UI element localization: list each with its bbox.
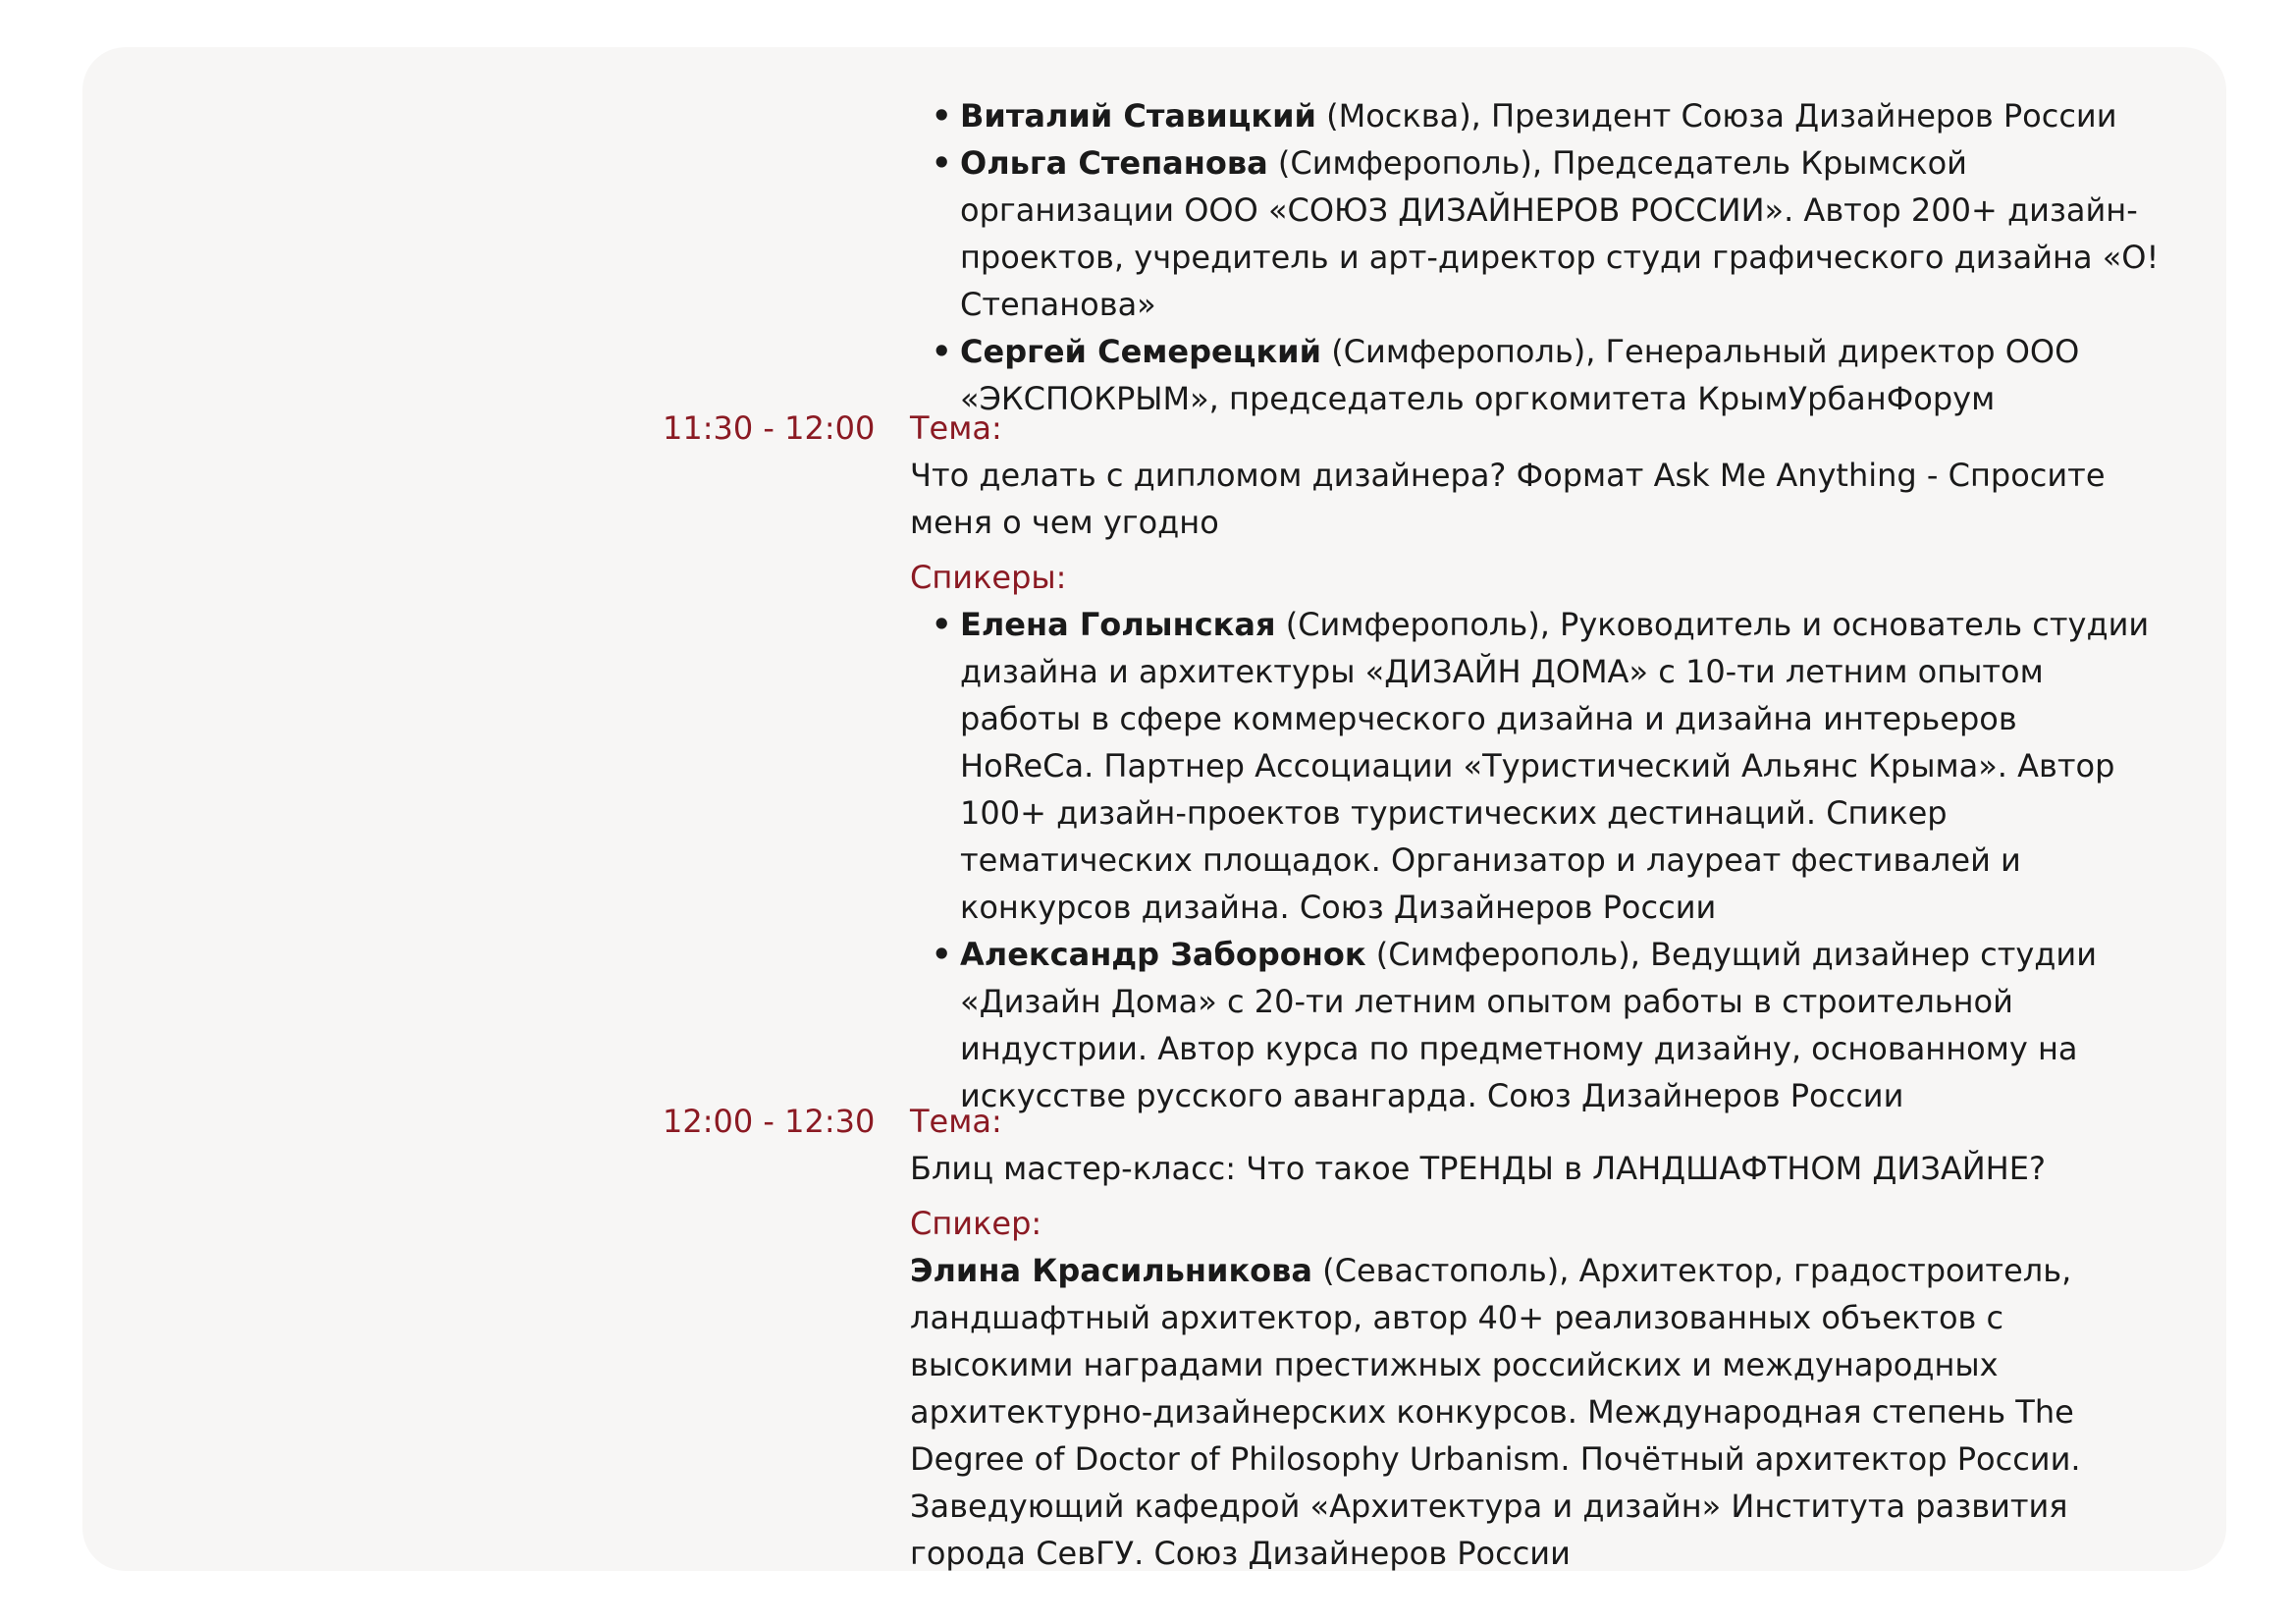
session-1: [910, 405, 2157, 1119]
list-item: [910, 92, 2186, 139]
bullet-icon: •: [932, 333, 952, 370]
speaker-name: Александр Заборонок: [960, 936, 1366, 973]
topic-label: Тема:: [910, 1103, 1002, 1140]
bullet-icon: •: [932, 97, 952, 135]
intro-speakers-block: [910, 92, 2186, 422]
speaker-label: Спикер:: [910, 1205, 1042, 1242]
topic-text: Что делать с дипломом дизайнера? Формат Ask Me Anything - Спросите меня о чем угодно: [910, 457, 2106, 541]
speaker-name: Ольга Степанова: [960, 144, 1268, 182]
topic-text: Блиц мастер-класс: Что такое ТРЕНДЫ в ЛАНДШАФТНОМ ДИЗАЙНЕ?: [910, 1150, 2046, 1187]
speaker-desc: (Симферополь), Генеральный директор ООО «ЭКСПОКРЫМ», председатель оргкомитета КрымУрбанФорум: [960, 333, 2080, 417]
speaker-name: Элина Красильникова: [910, 1252, 1312, 1289]
topic-label: Тема:: [910, 409, 1002, 447]
speaker-desc: (Симферополь), Председатель Крымской организации ООО «СОЮЗ ДИЗАЙНЕРОВ РОССИИ». Автор 200+ дизайн-проектов, учредитель и арт-директор студи графического дизайна «О!Степанова»: [960, 144, 2160, 323]
bullet-icon: •: [932, 144, 952, 182]
list-item: [910, 139, 2186, 328]
speaker-name: Елена Голынская: [960, 606, 1276, 643]
speaker-desc: (Севастополь), Архитектор, градостроитель, ландшафтный архитектор, автор 40+ реализованных объектов с высокими наградами престижных российских и международных архитектурно-дизайнерских конкурсов. Международная степень The Degree of Doctor of Philosophy Urbanism. Почётный архитектор России. Заведующий кафедрой «Архитектура и дизайн» Института развития города СевГУ. Союз Дизайнеров России: [910, 1252, 2081, 1572]
speaker-desc: (Симферополь), Руководитель и основатель студии дизайна и архитектуры «ДИЗАЙН ДОМА» с 10-ти летним опытом работы в сфере коммерческого дизайна и дизайна интерьеров HoReCa. Партнер Ассоциации «Туристический Альянс Крыма». Автор 100+ дизайн-проектов туристических дестинаций. Спикер тематических площадок. Организатор и лауреат фестивалей и конкурсов дизайна. Союз Дизайнеров России: [960, 606, 2150, 926]
speaker-entry: [910, 1247, 2157, 1577]
speaker-desc: (Симферополь), Ведущий дизайнер студии «Дизайн Дома» с 20-ти летним опытом работы в строительной индустрии. Автор курса по предметному дизайну, основанному на искусстве русского авангарда. Союз Дизайнеров России: [960, 936, 2097, 1114]
session-time: 12:00 - 12:30: [663, 1103, 876, 1140]
list-item: [910, 931, 2157, 1119]
intro-speakers-list: [910, 92, 2186, 422]
bullet-icon: •: [932, 936, 952, 973]
session-1-speakers: [910, 601, 2157, 1119]
speakers-label: Спикеры:: [910, 559, 1067, 596]
speaker-name: Сергей Семерецкий: [960, 333, 1322, 370]
bullet-icon: •: [932, 606, 952, 643]
speaker-desc: (Москва), Президент Союза Дизайнеров России: [1326, 97, 2117, 135]
session-time: 11:30 - 12:00: [663, 409, 876, 447]
session-2: [910, 1098, 2157, 1577]
list-item: [910, 601, 2157, 931]
speaker-name: Виталий Ставицкий: [960, 97, 1316, 135]
